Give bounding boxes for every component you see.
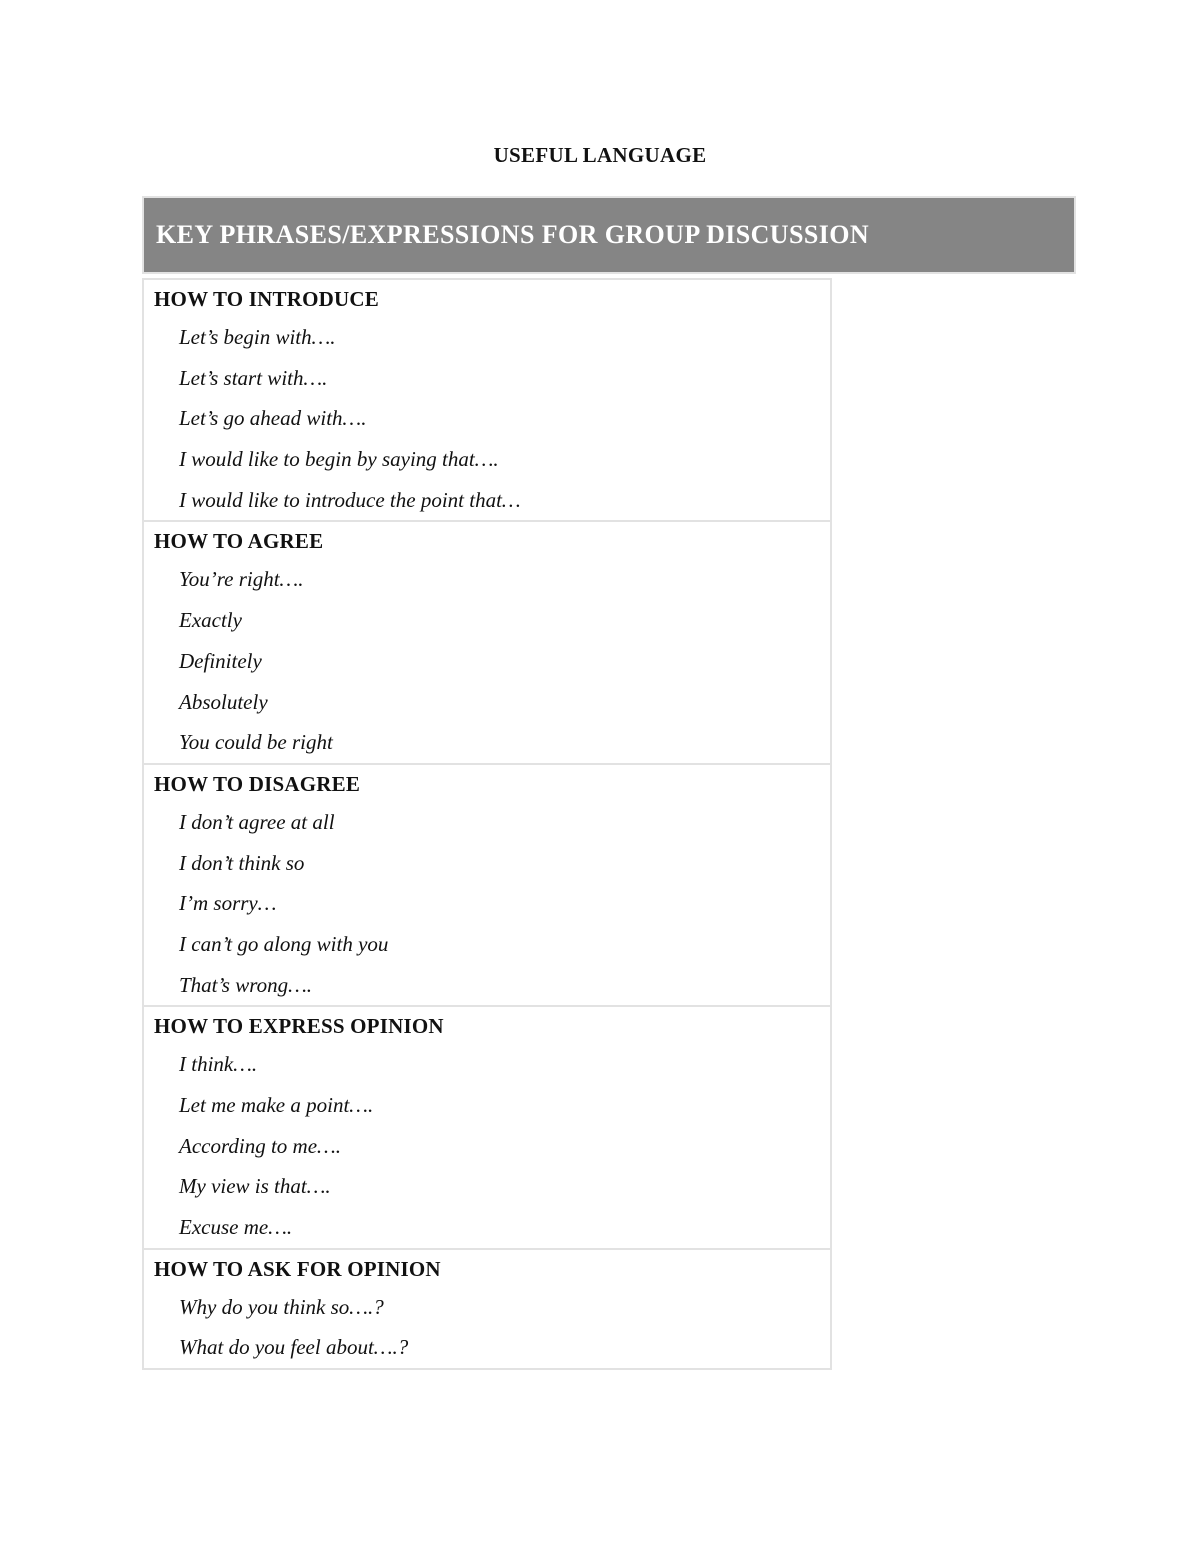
phrase-list: [154, 317, 830, 520]
phrase-item: Exactly: [179, 608, 242, 633]
banner-title: KEY PHRASES/EXPRESSIONS FOR GROUP DISCUSSION: [156, 220, 870, 249]
section-title: HOW TO AGREE: [154, 529, 324, 554]
phrase-list: [154, 559, 830, 762]
phrase-list: [154, 1044, 830, 1247]
phrase-item: What do you feel about….?: [179, 1335, 409, 1360]
section-title: HOW TO EXPRESS OPINION: [154, 1014, 444, 1039]
phrase-item: Let me make a point….: [179, 1093, 374, 1117]
phrase-table: [142, 278, 832, 1370]
phrase-item: You could be right: [179, 730, 333, 755]
phrase-item: Excuse me….: [179, 1215, 293, 1240]
phrase-item: I don’t think so: [179, 850, 305, 875]
section-disagree: [142, 763, 832, 1007]
phrase-item: Let’s begin with….: [179, 325, 336, 349]
phrase-list: [154, 1287, 830, 1368]
section-title: HOW TO ASK FOR OPINION: [154, 1256, 441, 1281]
page-title: USEFUL LANGUAGE: [493, 143, 707, 167]
section-agree: [142, 520, 832, 764]
section-title: HOW TO INTRODUCE: [154, 287, 379, 311]
phrase-item: I’m sorry…: [179, 891, 277, 916]
phrase-item: Let’s start with….: [179, 365, 328, 390]
phrase-item: That’s wrong….: [179, 972, 313, 997]
section-express-opinion: [142, 1005, 832, 1249]
phrase-item: I don’t agree at all: [179, 809, 335, 834]
phrase-item: I think….: [179, 1052, 258, 1077]
phrase-item: Let’s go ahead with….: [179, 406, 367, 431]
phrase-list: [154, 802, 830, 1005]
phrase-item: My view is that….: [179, 1174, 331, 1199]
phrase-item: I would like to begin by saying that….: [179, 447, 499, 472]
phrase-item: According to me….: [179, 1133, 341, 1158]
section-ask-opinion: [142, 1248, 832, 1370]
phrase-item: Absolutely: [179, 689, 268, 714]
phrase-item: You’re right….: [179, 567, 304, 592]
table-header-banner: [142, 196, 1076, 274]
phrase-item: I can’t go along with you: [179, 931, 389, 956]
phrase-item: I would like to introduce the point that…: [179, 487, 521, 512]
section-introduce: [142, 278, 832, 522]
phrase-item: Why do you think so….?: [179, 1294, 384, 1319]
section-title: HOW TO DISAGREE: [154, 771, 361, 796]
phrase-item: Definitely: [179, 648, 262, 673]
